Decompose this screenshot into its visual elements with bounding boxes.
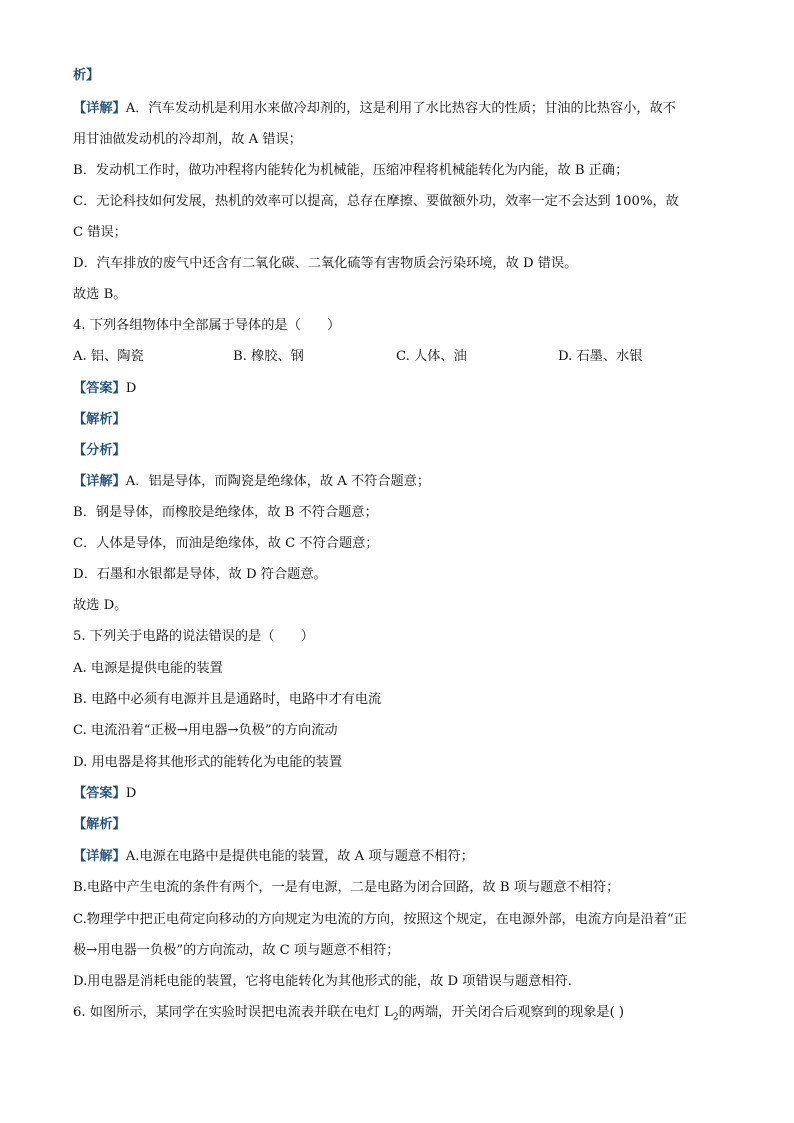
q4-option-d: D. 石墨、水银	[558, 349, 643, 364]
q4-option-c: C. 人体、油	[396, 349, 467, 364]
q3-detail-line-3: B．发动机工作时，做功冲程将内能转化为机械能，压缩冲程将机械能转化为内能，故 B 正确；	[73, 163, 629, 178]
q4-option-a: A. 铝、陶瓷	[73, 349, 144, 364]
detail-tag: 【详解】	[73, 101, 126, 116]
q3-detail-line-4: C．无论科技如何发展，热机的效率可以提高，总存在摩擦、要做额外功，效率一定不会达到 100%，故	[73, 194, 679, 209]
q4-detail-line-4: D．石墨和水银都是导体，故 D 符合题意。	[73, 567, 327, 582]
question-6-stem: 6. 如图所示，某同学在实验时误把电流表并联在电灯 $L_2$的两端，开关闭合后观察到的现象是( )	[73, 1005, 625, 1023]
q4-detail-line-3: C．人体是导体，而油是绝缘体，故 C 不符合题意；	[73, 536, 379, 551]
q5-option-d: D. 用电器是将其他形式的能转化为电能的装置	[73, 755, 343, 770]
subscript-2: 2	[392, 1012, 399, 1023]
q3-detail-line-6: D．汽车排放的废气中还含有二氧化碳、二氧化硫等有害物质会污染环境，故 D 错误。	[73, 256, 578, 271]
q5-answer: 【答案】D	[73, 786, 137, 801]
q4-fenxi-label: 【分析】	[73, 443, 126, 458]
q3-detail-line-2: 用甘油做发动机的冷却剂，故 A 错误；	[73, 132, 302, 147]
question-5-stem: 5. 下列关于电路的说法错误的是（ ）	[73, 629, 314, 644]
question-4-stem: 4. 下列各组物体中全部属于导体的是（ ）	[73, 318, 341, 333]
q5-detail-line-4: 极→用电器一负极”的方向流动，故 C 项与题意不相符；	[73, 943, 400, 958]
q5-option-b: B. 电路中必须有电源并且是通路时，电路中才有电流	[73, 692, 382, 707]
q4-selection: 故选 D。	[73, 598, 128, 613]
q5-option-c: C. 电流沿着“正极→用电器→负极”的方向流动	[73, 723, 338, 738]
q3-selection: 故选 B。	[73, 287, 127, 302]
q5-detail-line-3: C.物理学中把正电荷定向移动的方向规定为电流的方向，按照这个规定，在电源外部，电流方向是沿着“正	[73, 912, 687, 927]
q4-answer: 【答案】D	[73, 381, 137, 396]
q5-detail-line-5: D.用电器是消耗电能的装置，它将电能转化为其他形式的能，故 D 项错误与题意相符．	[73, 974, 581, 989]
q4-option-b: B. 橡胶、钢	[233, 349, 304, 364]
q4-detail-line-1: 【详解】A．铝是导体，而陶瓷是绝缘体，故 A 不符合题意；	[73, 474, 431, 489]
q5-option-a: A. 电源是提供电能的装置	[73, 661, 223, 676]
q4-detail-line-2: B．钢是导体，而橡胶是绝缘体，故 B 不符合题意；	[73, 505, 378, 520]
q5-jiexi-label: 【解析】	[73, 817, 126, 832]
analysis-tail-label: 析】	[73, 68, 100, 83]
q5-detail-line-2: B.电路中产生电流的条件有两个，一是有电源，二是电路为闭合回路，故 B 项与题意不相符；	[73, 880, 620, 895]
q3-detail-line-1: 【详解】A．汽车发动机是利用水来做冷却剂的，这是利用了水比热容大的性质；甘油的比热容小，故不	[73, 101, 676, 116]
q3-detail-line-5: C 错误；	[73, 225, 127, 240]
q4-jiexi-label: 【解析】	[73, 412, 126, 427]
q5-detail-line-1: 【详解】A.电源在电路中是提供电能的装置，故 A 项与题意不相符；	[73, 849, 474, 864]
